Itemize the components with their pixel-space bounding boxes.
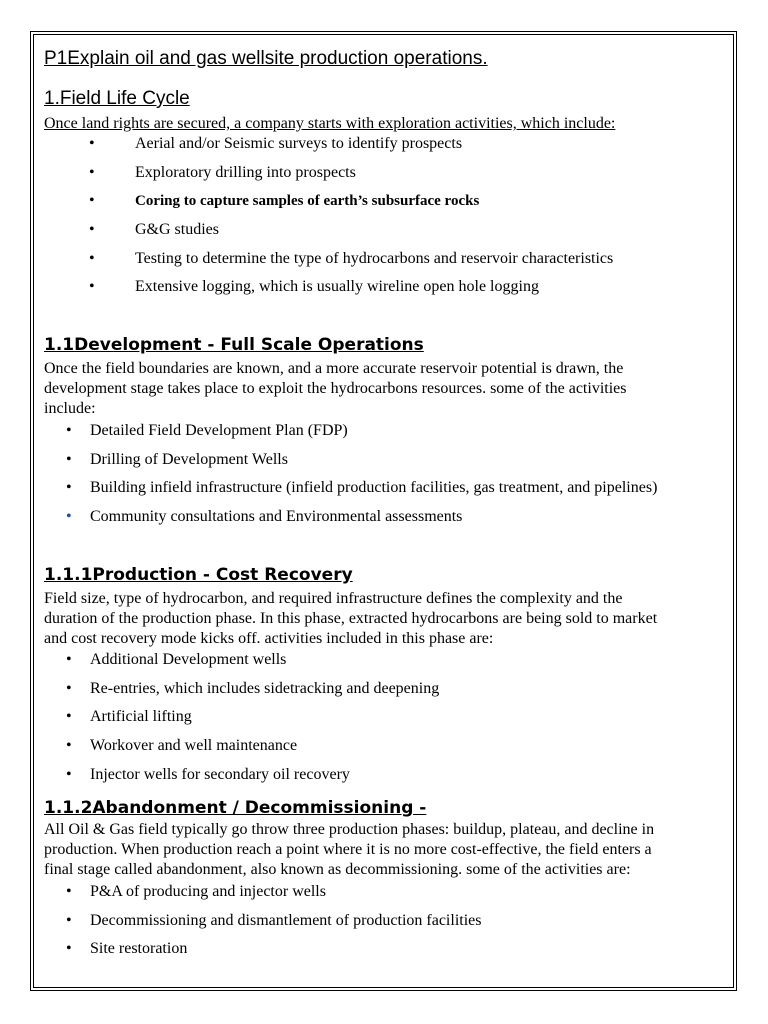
bullet-icon: • (66, 508, 72, 526)
section-heading-development: 1.1Development - Full Scale Operations (44, 335, 424, 355)
bullet-icon: • (89, 192, 95, 210)
bullet-icon: • (66, 450, 72, 468)
bullet-icon: • (89, 135, 95, 152)
list-item: • Coring to capture samples of earth’s subsurface rocks (89, 192, 480, 210)
list-item: • Workover and well maintenance (66, 737, 298, 755)
section-intro-line: and cost recovery mode kicks off. activities included in this phase are: (44, 630, 494, 647)
list-item: • Injector wells for secondary oil recovery (66, 765, 350, 783)
abandonment-activities-list (44, 882, 724, 968)
section-intro-line: Field size, type of hydrocarbon, and required infrastructure defines the complexity and the (44, 590, 623, 607)
list-item: • Additional Development wells (66, 651, 287, 668)
list-item: • Testing to determine the type of hydrocarbons and reservoir characteristics (89, 249, 614, 267)
section-heading-field-life-cycle: 1.Field Life Cycle (44, 88, 190, 109)
bullet-icon: • (89, 221, 95, 239)
list-item: • Extensive logging, which is usually wireline open hole logging (89, 278, 539, 296)
bullet-icon: • (66, 940, 72, 958)
page-title: P1Explain oil and gas wellsite production operations. (44, 48, 488, 69)
section-intro: Once land rights are secured, a company starts with exploration activities, which include: (44, 115, 616, 132)
section-heading-abandonment: 1.1.2Abandonment / Decommissioning - (44, 798, 427, 818)
list-item: • Artificial lifting (66, 708, 192, 726)
bullet-icon: • (66, 422, 72, 439)
list-item: • Site restoration (66, 940, 188, 958)
section-intro-line: final stage called abandonment, also known as decommissioning. some of the activities are: (44, 861, 631, 878)
bullet-icon: • (66, 708, 72, 726)
bullet-icon: • (66, 883, 72, 900)
list-item: • Exploratory drilling into prospects (89, 163, 356, 181)
section-intro-line: production. When production reach a point where it is no more cost-effective, the field enters a (44, 841, 652, 858)
bullet-icon: • (66, 679, 72, 697)
list-item: • G&G studies (89, 221, 219, 239)
bullet-icon: • (66, 911, 72, 929)
list-item: • P&A of producing and injector wells (66, 883, 326, 900)
section-intro-line: duration of the production phase. In this phase, extracted hydrocarbons are being sold to market (44, 610, 658, 627)
list-item: • Building infield infrastructure (infield production facilities, gas treatment, and pipelines) (66, 479, 658, 497)
development-activities-list (44, 421, 724, 536)
section-heading-production: 1.1.1Production - Cost Recovery (44, 565, 353, 585)
bullet-icon: • (66, 765, 72, 783)
list-item: • Aerial and/or Seismic surveys to identify prospects (89, 135, 463, 152)
section-intro-line: development stage takes place to exploit the hydrocarbons resources. some of the activities (44, 380, 627, 397)
exploration-activities-list (44, 134, 724, 306)
bullet-icon: • (66, 651, 72, 668)
bullet-icon: • (66, 479, 72, 497)
list-item: • Decommissioning and dismantlement of production facilities (66, 911, 482, 929)
bullet-icon: • (89, 249, 95, 267)
list-item: • Drilling of Development Wells (66, 450, 288, 468)
list-item: • Detailed Field Development Plan (FDP) (66, 422, 348, 439)
section-intro-line: Once the field boundaries are known, and a more accurate reservoir potential is drawn, the (44, 360, 624, 377)
section-intro-line: All Oil & Gas field typically go throw three production phases: buildup, plateau, and decline in (44, 821, 655, 838)
bullet-icon: • (89, 163, 95, 181)
bullet-icon: • (89, 278, 95, 296)
production-activities-list (44, 650, 724, 793)
list-item: • Re-entries, which includes sidetracking and deepening (66, 679, 440, 697)
bullet-icon: • (66, 737, 72, 755)
list-item: • Community consultations and Environmental assessments (66, 508, 463, 526)
section-intro-line: include: (44, 400, 96, 417)
